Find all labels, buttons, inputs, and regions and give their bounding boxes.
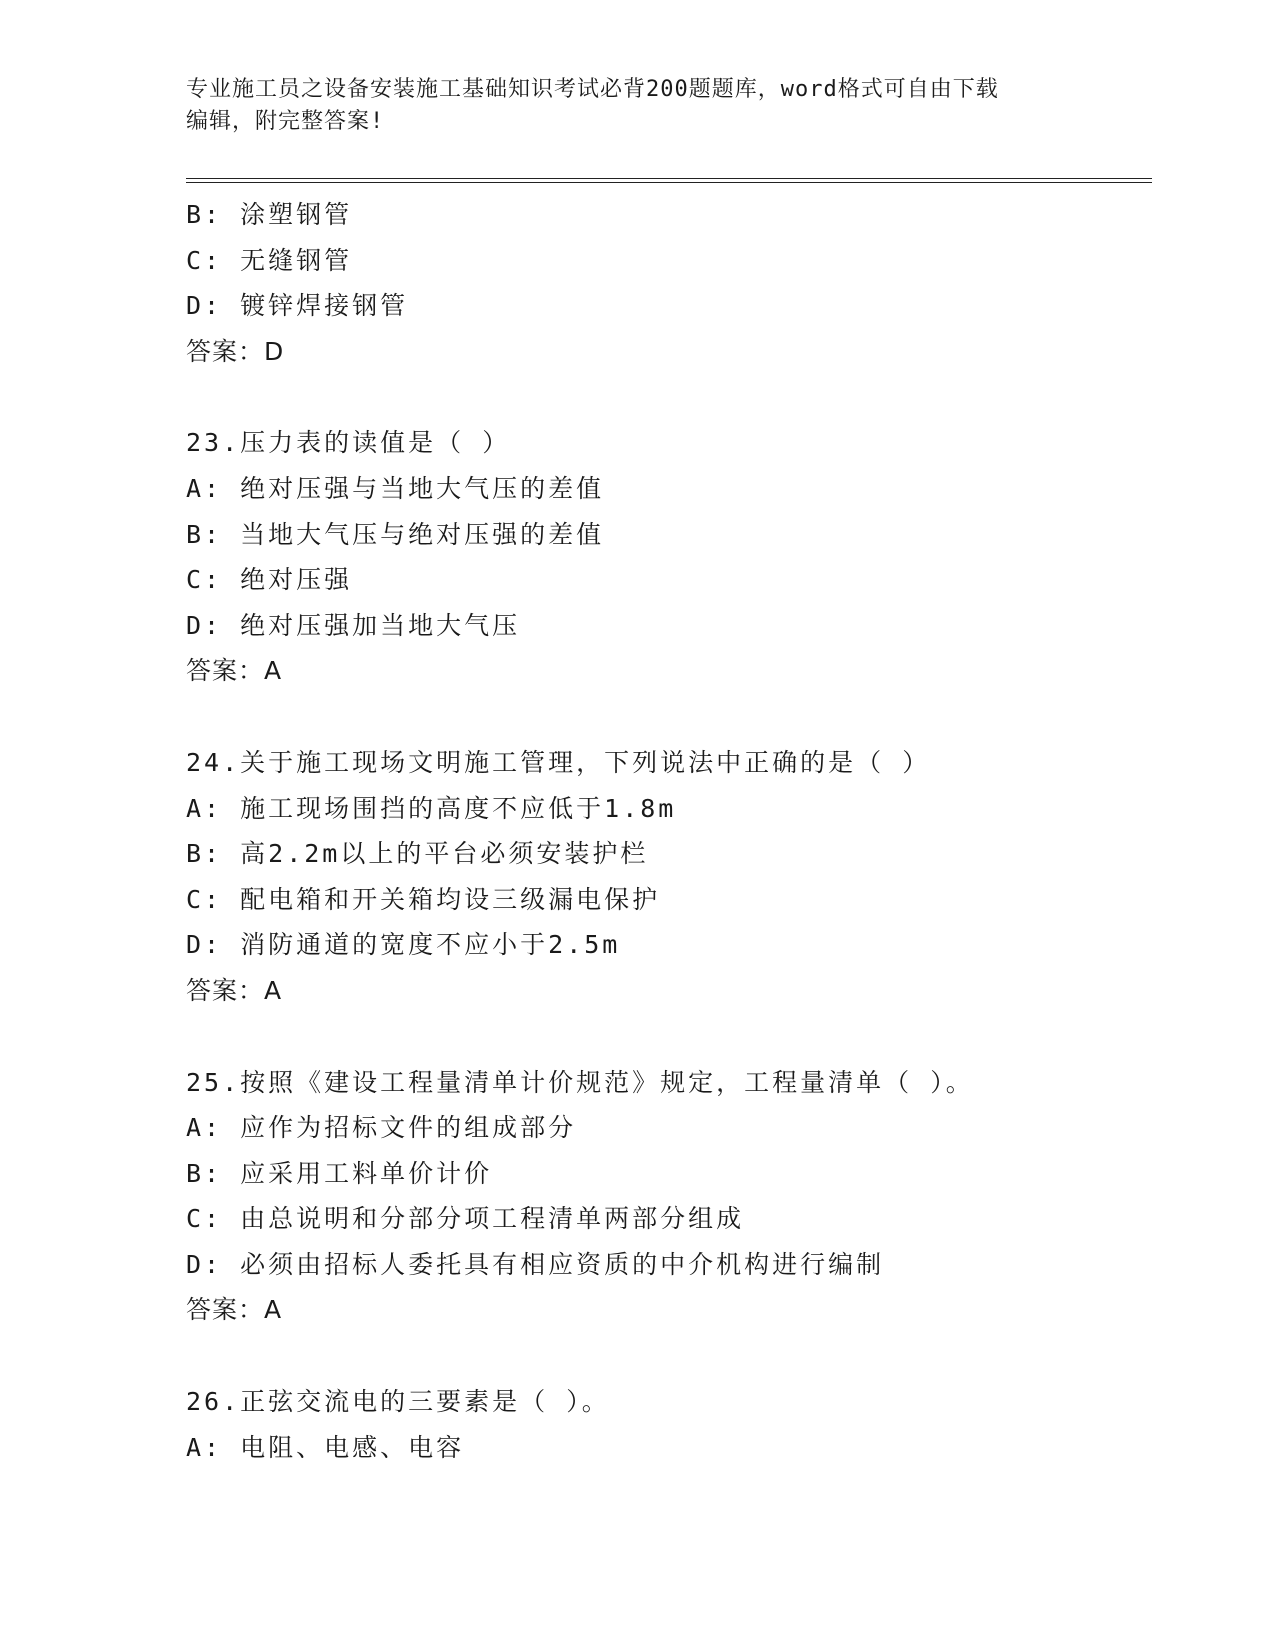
option-c: C: 由总说明和分部分项工程清单两部分组成 [186, 1204, 745, 1234]
question-25 [186, 1060, 1152, 1334]
option-c: C: 绝对压强 [186, 565, 353, 595]
question-stem: 25.按照《建设工程量清单计价规范》规定，工程量清单（ ）。 [186, 1067, 974, 1097]
option-b: B: 应采用工料单价计价 [186, 1158, 493, 1188]
spacer [186, 694, 1152, 740]
question-stem: 26.正弦交流电的三要素是（ ）。 [186, 1387, 610, 1417]
answer-line: 答案：A [186, 975, 283, 1005]
question-list [186, 192, 1152, 1470]
header-title-line-1: 专业施工员之设备安装施工基础知识考试必背200题题库，word格式可自由下载 [186, 77, 999, 102]
question-23 [186, 420, 1152, 694]
option-b: B: 当地大气压与绝对压强的差值 [186, 519, 605, 549]
question-24 [186, 740, 1152, 1014]
option-d: D: 绝对压强加当地大气压 [186, 610, 521, 640]
option-b: B: 高2.2m以上的平台必须安装护栏 [186, 839, 649, 869]
question-26 [186, 1379, 1152, 1470]
option-c: C: 配电箱和开关箱均设三级漏电保护 [186, 884, 661, 914]
option-a: A: 电阻、电感、电容 [186, 1432, 465, 1462]
answer-line: 答案：D [186, 336, 285, 366]
question-22-continued [186, 192, 1152, 374]
spacer [186, 1333, 1152, 1379]
spacer [186, 1014, 1152, 1060]
option-a: A: 绝对压强与当地大气压的差值 [186, 473, 605, 503]
option-d: D: 必须由招标人委托具有相应资质的中介机构进行编制 [186, 1249, 885, 1279]
answer-line: 答案：A [186, 656, 283, 686]
question-stem: 23.压力表的读值是（ ） [186, 428, 511, 458]
spacer [186, 374, 1152, 420]
option-c: C: 无缝钢管 [186, 245, 353, 275]
option-a: A: 应作为招标文件的组成部分 [186, 1113, 577, 1143]
option-b: B: 涂塑钢管 [186, 200, 353, 229]
header-divider [186, 178, 1152, 183]
option-d: D: 消防通道的宽度不应小于2.5m [186, 930, 621, 960]
document-header [186, 74, 1086, 138]
question-stem: 24.关于施工现场文明施工管理，下列说法中正确的是（ ） [186, 747, 931, 777]
header-title-line-2: 编辑，附完整答案! [186, 109, 385, 134]
option-a: A: 施工现场围挡的高度不应低于1.8m [186, 793, 677, 823]
answer-line: 答案：A [186, 1295, 283, 1325]
option-d: D: 镀锌焊接钢管 [186, 291, 409, 321]
